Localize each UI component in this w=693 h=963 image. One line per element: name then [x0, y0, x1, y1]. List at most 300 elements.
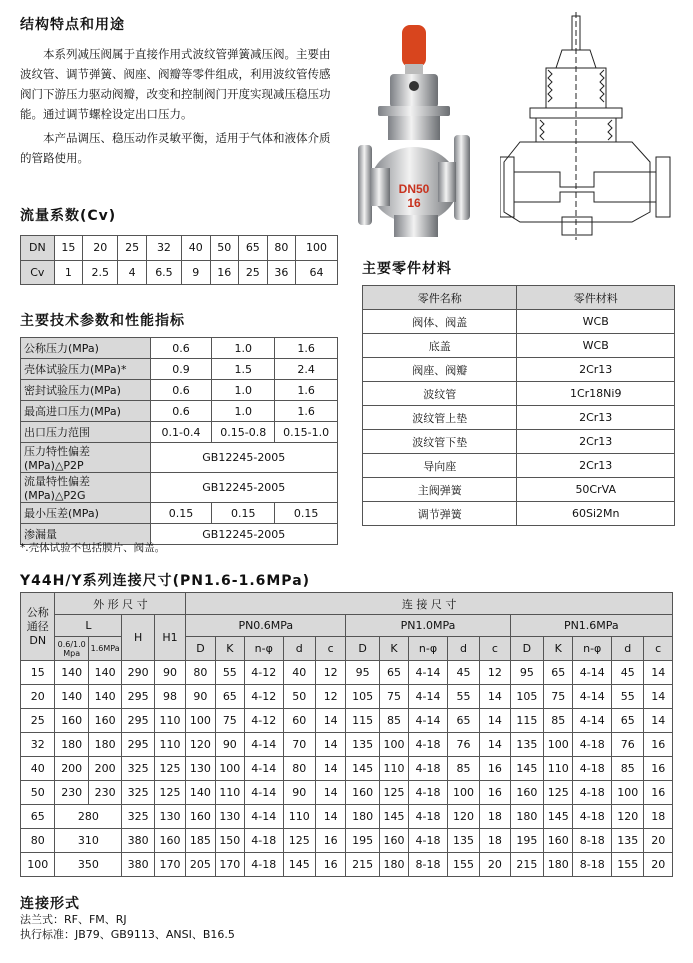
table-cell: 80: [283, 757, 315, 781]
table-row: [21, 338, 338, 359]
table-cell: 130: [186, 757, 215, 781]
table-cell: 200: [55, 757, 88, 781]
para-line: 波纹管、调节弹簧、阀座、阀瓣等零件组成，利用波纹管传感: [20, 67, 331, 81]
header-n-phi: n-φ: [409, 637, 448, 661]
table-cell: 75: [215, 709, 244, 733]
table-row: [363, 382, 675, 406]
dimensions-body: [21, 661, 673, 877]
header-n-phi: n-φ: [573, 637, 612, 661]
table-cell: 2Cr13: [517, 406, 675, 430]
table-cell: 65: [544, 661, 573, 685]
table-cell: 280: [55, 805, 122, 829]
table-cell: 4-14: [573, 661, 612, 685]
table-cell: 20: [644, 853, 673, 877]
table-cell: 1.0: [212, 338, 275, 359]
table-cell: 135: [447, 829, 479, 853]
header-D: D: [346, 637, 379, 661]
header-d: d: [447, 637, 479, 661]
table-cell: 100: [611, 781, 643, 805]
table-cell: 85: [447, 757, 479, 781]
table-cell: 1.6: [275, 338, 338, 359]
table-cell: 20: [480, 853, 510, 877]
header-K: K: [544, 637, 573, 661]
table-cell: 295: [122, 709, 154, 733]
table-cell: 230: [88, 781, 121, 805]
table-cell: 20: [21, 685, 55, 709]
table-cell: 16: [210, 260, 239, 285]
table-cell: 100: [447, 781, 479, 805]
table-cell: 180: [544, 853, 573, 877]
table-cell: 95: [346, 661, 379, 685]
table-cell: 215: [510, 853, 543, 877]
table-cell: 50: [210, 236, 239, 261]
table-cell: 最高进口压力(MPa): [21, 401, 151, 422]
table-cell: 16: [315, 829, 345, 853]
table-cell: 4-18: [245, 853, 284, 877]
table-cell: 壳体试验压力(MPa)*: [21, 359, 151, 380]
table-row: [363, 406, 675, 430]
table-cell: 25: [239, 260, 268, 285]
table-cell: 4-18: [409, 829, 448, 853]
section-title-cv: 流量系数(Cv): [20, 208, 117, 224]
table-cell: 195: [346, 829, 379, 853]
structure-description: [20, 44, 360, 168]
header-c: c: [315, 637, 345, 661]
table-cell: 15: [21, 661, 55, 685]
table-cell: 14: [315, 733, 345, 757]
header-L: L: [55, 615, 122, 637]
table-cell: 14: [315, 757, 345, 781]
table-cell: 1.0: [212, 380, 275, 401]
table-cell: 80: [21, 829, 55, 853]
table-cell: 1: [54, 260, 83, 285]
table-cell: 180: [55, 733, 88, 757]
header-H1: H1: [154, 615, 185, 661]
nameplate-size: DN50: [398, 182, 430, 196]
table-cell: 170: [154, 853, 185, 877]
para-line: 能。通过调节螺栓设定出口压力。: [20, 107, 193, 121]
table-cell: 8-18: [409, 853, 448, 877]
table-header-row: [21, 615, 673, 637]
table-cell: 4-18: [409, 757, 448, 781]
table-cell: 调节弹簧: [363, 502, 517, 526]
table-cell: 55: [215, 661, 244, 685]
table-cell: 75: [379, 685, 408, 709]
table-cell: 170: [215, 853, 244, 877]
table-cell: 14: [480, 733, 510, 757]
table-cell: 波纹管上垫: [363, 406, 517, 430]
table-cell: 195: [510, 829, 543, 853]
table-cell: 16: [315, 853, 345, 877]
table-cell: 140: [55, 661, 88, 685]
table-cell: 145: [346, 757, 379, 781]
table-cell: 60: [283, 709, 315, 733]
header-d: d: [611, 637, 643, 661]
table-cell: 1.6: [275, 401, 338, 422]
table-cell: 135: [611, 829, 643, 853]
table-cell: 140: [88, 685, 121, 709]
table-cell: 85: [544, 709, 573, 733]
table-cell: 110: [544, 757, 573, 781]
table-cell: 160: [154, 829, 185, 853]
table-cell: 65: [215, 685, 244, 709]
table-cell: 130: [215, 805, 244, 829]
table-cell: WCB: [517, 334, 675, 358]
table-cell: 4-18: [409, 781, 448, 805]
table-cell: 110: [283, 805, 315, 829]
table-row: [21, 359, 338, 380]
table-cell: 4-18: [245, 829, 284, 853]
table-cell: 135: [510, 733, 543, 757]
table-cell: 130: [154, 805, 185, 829]
table-cell: 40: [182, 236, 211, 261]
table-cell: 4-18: [573, 781, 612, 805]
table-cell: 4-14: [245, 733, 284, 757]
table-row: [21, 805, 673, 829]
table-cell: 2Cr13: [517, 454, 675, 478]
table-cell: 波纹管下垫: [363, 430, 517, 454]
table-cell: 4-14: [409, 709, 448, 733]
table-header: 零件名称: [363, 286, 517, 310]
table-cell: 底盖: [363, 334, 517, 358]
table-header: 零件材料: [517, 286, 675, 310]
valve-photo: [350, 20, 485, 245]
table-row: [21, 473, 338, 503]
table-cell: 100: [296, 236, 338, 261]
table-cell: 125: [544, 781, 573, 805]
section-title-tech: 主要技术参数和性能指标: [20, 313, 185, 329]
table-cell: 2.5: [83, 260, 118, 285]
table-cell: 160: [88, 709, 121, 733]
table-cell: 1.0: [212, 401, 275, 422]
header-d: d: [283, 637, 315, 661]
table-cell: 90: [186, 685, 215, 709]
table-cell: 0.6: [150, 338, 212, 359]
table-cell: 45: [611, 661, 643, 685]
table-cell: 8-18: [573, 829, 612, 853]
table-cell: 125: [154, 781, 185, 805]
table-cell: 90: [283, 781, 315, 805]
table-cell: 110: [154, 733, 185, 757]
table-cell: 325: [122, 805, 154, 829]
table-cell: 125: [283, 829, 315, 853]
section-title-dimensions: Y44H/Y系列连接尺寸(PN1.6-1.6MPa): [20, 573, 311, 589]
table-cell: 4-12: [245, 685, 284, 709]
header-L-06-10: 0.6/1.0 Mpa: [55, 637, 88, 661]
table-cell: 55: [611, 685, 643, 709]
table-cell: 60Si2Mn: [517, 502, 675, 526]
table-cell: 100: [215, 757, 244, 781]
table-cell: 0.15-1.0: [275, 422, 338, 443]
table-cell: 4-14: [245, 781, 284, 805]
connection-standard: 执行标准：JB79、GB9113、ANSI、B16.5: [20, 928, 235, 941]
table-cell: 140: [88, 661, 121, 685]
table-cell: 350: [55, 853, 122, 877]
table-cell: 32: [146, 236, 181, 261]
table-cell: 1.6: [275, 380, 338, 401]
table-cell: 50: [21, 781, 55, 805]
table-cell: 16: [644, 781, 673, 805]
table-cell: 14: [644, 709, 673, 733]
table-cell: 最小压差(MPa): [21, 503, 151, 524]
table-header-row: [21, 637, 673, 661]
table-row: [21, 380, 338, 401]
table-cell: 135: [346, 733, 379, 757]
header-D: D: [510, 637, 543, 661]
table-cell: 4-14: [245, 805, 284, 829]
table-cell: 主阀弹簧: [363, 478, 517, 502]
table-cell: 125: [379, 781, 408, 805]
para-line: 本产品调压、稳压动作灵敏平衡，适用于气体和液体介质: [43, 131, 331, 145]
table-cell: 80: [267, 236, 296, 261]
table-cell: 渗漏量: [21, 524, 151, 545]
header-H: H: [122, 615, 154, 661]
table-cell: 145: [283, 853, 315, 877]
table-cell: 205: [186, 853, 215, 877]
table-cell: 85: [611, 757, 643, 781]
header-K: K: [379, 637, 408, 661]
table-cell: 140: [55, 685, 88, 709]
table-cell: DN: [21, 236, 55, 261]
table-cell: 4-14: [573, 685, 612, 709]
table-cell: 1Cr18Ni9: [517, 382, 675, 406]
table-cell: 25: [118, 236, 147, 261]
table-cell: 110: [215, 781, 244, 805]
table-cell: WCB: [517, 310, 675, 334]
table-cell: 180: [346, 805, 379, 829]
table-cell: 70: [283, 733, 315, 757]
table-cell: 9: [182, 260, 211, 285]
table-cell: 0.15: [212, 503, 275, 524]
table-row: [21, 236, 338, 261]
table-cell: GB12245-2005: [150, 473, 337, 503]
table-cell: 6.5: [146, 260, 181, 285]
table-cell: 105: [346, 685, 379, 709]
table-row: [21, 401, 338, 422]
table-row: [363, 334, 675, 358]
table-cell: 0.6: [150, 401, 212, 422]
table-cell: 380: [122, 853, 154, 877]
table-cell: 8-18: [573, 853, 612, 877]
table-cell: 12: [480, 661, 510, 685]
table-cell: 140: [186, 781, 215, 805]
table-cell: 导向座: [363, 454, 517, 478]
table-cell: 0.15-0.8: [212, 422, 275, 443]
table-cell: 14: [315, 781, 345, 805]
header-pn06: PN0.6MPa: [186, 615, 346, 637]
table-cell: 115: [510, 709, 543, 733]
header-K: K: [215, 637, 244, 661]
tech-params-table: [20, 337, 338, 545]
table-cell: 100: [379, 733, 408, 757]
table-cell: 公称压力(MPa): [21, 338, 151, 359]
table-cell: 325: [122, 781, 154, 805]
table-cell: 流量特性偏差(MPa)△P2G: [21, 473, 151, 503]
table-cell: 120: [447, 805, 479, 829]
header-c: c: [644, 637, 673, 661]
table-cell: 160: [186, 805, 215, 829]
table-cell: 14: [480, 685, 510, 709]
table-row: [21, 422, 338, 443]
table-cell: 15: [54, 236, 83, 261]
table-cell: 160: [379, 829, 408, 853]
table-cell: 160: [510, 781, 543, 805]
table-cell: 4-18: [573, 733, 612, 757]
table-cell: 40: [21, 757, 55, 781]
table-row: [363, 502, 675, 526]
table-cell: 85: [379, 709, 408, 733]
table-cell: 80: [186, 661, 215, 685]
table-cell: 4-14: [245, 757, 284, 781]
table-cell: 290: [122, 661, 154, 685]
table-cell: 64: [296, 260, 338, 285]
table-cell: 295: [122, 733, 154, 757]
para-line: 本系列减压阀属于直接作用式波纹管弹簧减压阀。主要由: [43, 47, 331, 61]
table-cell: 100: [544, 733, 573, 757]
table-cell: Cv: [21, 260, 55, 285]
table-cell: 55: [447, 685, 479, 709]
table-cell: 4-18: [409, 805, 448, 829]
section-title-structure: 结构特点和用途: [20, 17, 125, 33]
table-cell: 160: [544, 829, 573, 853]
table-cell: 20: [644, 829, 673, 853]
table-cell: 20: [83, 236, 118, 261]
table-cell: 110: [379, 757, 408, 781]
table-row: [21, 709, 673, 733]
table-cell: 65: [21, 805, 55, 829]
table-cell: 380: [122, 829, 154, 853]
header-dn: 公称 通径 DN: [21, 593, 55, 661]
table-cell: 105: [510, 685, 543, 709]
table-cell: 4-18: [573, 757, 612, 781]
header-L-16: 1.6MPa: [88, 637, 121, 661]
table-cell: 14: [315, 709, 345, 733]
table-cell: 98: [154, 685, 185, 709]
table-cell: 4-12: [245, 661, 284, 685]
table-cell: 180: [379, 853, 408, 877]
table-cell: 145: [544, 805, 573, 829]
table-cell: 16: [644, 733, 673, 757]
table-cell: 阀座、阀瓣: [363, 358, 517, 382]
table-cell: 120: [186, 733, 215, 757]
table-cell: 295: [122, 685, 154, 709]
table-cell: 125: [154, 757, 185, 781]
table-cell: 32: [21, 733, 55, 757]
table-cell: 4: [118, 260, 147, 285]
table-cell: 0.15: [150, 503, 212, 524]
table-cell: 200: [88, 757, 121, 781]
nameplate-pressure: 16: [407, 196, 421, 210]
table-cell: 1.5: [212, 359, 275, 380]
table-cell: 14: [315, 805, 345, 829]
table-cell: 4-18: [573, 805, 612, 829]
header-n-phi: n-φ: [245, 637, 284, 661]
table-cell: 310: [55, 829, 122, 853]
dimensions-table: [20, 592, 673, 877]
table-row: [21, 260, 338, 285]
materials-table: [362, 285, 675, 526]
table-cell: 18: [644, 805, 673, 829]
table-cell: 0.6: [150, 380, 212, 401]
table-row: [21, 661, 673, 685]
table-cell: 75: [544, 685, 573, 709]
table-cell: 65: [447, 709, 479, 733]
table-cell: 14: [480, 709, 510, 733]
table-cell: 50CrVA: [517, 478, 675, 502]
table-cell: 155: [447, 853, 479, 877]
table-cell: 18: [480, 805, 510, 829]
table-cell: 65: [379, 661, 408, 685]
table-cell: 45: [447, 661, 479, 685]
table-cell: 密封试验压力(MPa): [21, 380, 151, 401]
table-row: [21, 503, 338, 524]
cv-table: [20, 235, 338, 285]
table-cell: 18: [480, 829, 510, 853]
table-row: [21, 853, 673, 877]
table-cell: 2Cr13: [517, 430, 675, 454]
table-cell: 215: [346, 853, 379, 877]
table-row: [363, 358, 675, 382]
table-cell: 145: [379, 805, 408, 829]
table-cell: 95: [510, 661, 543, 685]
table-cell: 100: [21, 853, 55, 877]
table-cell: 40: [283, 661, 315, 685]
para-line: 阀门下游压力驱动阀瓣，改变和控制阀门开度实现减压稳压功: [20, 87, 331, 101]
table-cell: 0.1-0.4: [150, 422, 212, 443]
table-cell: 4-14: [573, 709, 612, 733]
table-cell: 4-12: [245, 709, 284, 733]
header-outer-dimensions: 外 形 尺 寸: [55, 593, 186, 615]
table-cell: 16: [480, 781, 510, 805]
table-cell: 65: [239, 236, 268, 261]
table-header-row: [21, 593, 673, 615]
valve-cross-section-drawing: [500, 12, 680, 242]
section-title-connection: 连接形式: [20, 896, 80, 912]
header-pn10: PN1.0MPa: [346, 615, 510, 637]
table-cell: 115: [346, 709, 379, 733]
table-cell: 90: [215, 733, 244, 757]
header-pn16: PN1.6MPa: [510, 615, 672, 637]
table-cell: 145: [510, 757, 543, 781]
table-cell: 120: [611, 805, 643, 829]
table-cell: 325: [122, 757, 154, 781]
table-cell: 12: [315, 685, 345, 709]
table-row: [21, 757, 673, 781]
table-cell: GB12245-2005: [150, 443, 337, 473]
table-row: [21, 685, 673, 709]
table-cell: 0.9: [150, 359, 212, 380]
table-cell: 2.4: [275, 359, 338, 380]
table-cell: GB12245-2005: [150, 524, 337, 545]
table-cell: 76: [611, 733, 643, 757]
table-cell: 4-18: [409, 733, 448, 757]
table-cell: 16: [644, 757, 673, 781]
table-cell: 压力特性偏差(MPa)△P2P: [21, 443, 151, 473]
table-row: [21, 733, 673, 757]
table-cell: 波纹管: [363, 382, 517, 406]
para-line: 的管路使用。: [20, 151, 89, 165]
table-cell: 160: [346, 781, 379, 805]
header-D: D: [186, 637, 215, 661]
table-cell: 36: [267, 260, 296, 285]
table-cell: 185: [186, 829, 215, 853]
section-title-materials: 主要零件材料: [362, 261, 452, 277]
table-cell: 4-14: [409, 661, 448, 685]
table-cell: 110: [154, 709, 185, 733]
table-row: [363, 454, 675, 478]
table-cell: 14: [644, 685, 673, 709]
table-cell: 155: [611, 853, 643, 877]
